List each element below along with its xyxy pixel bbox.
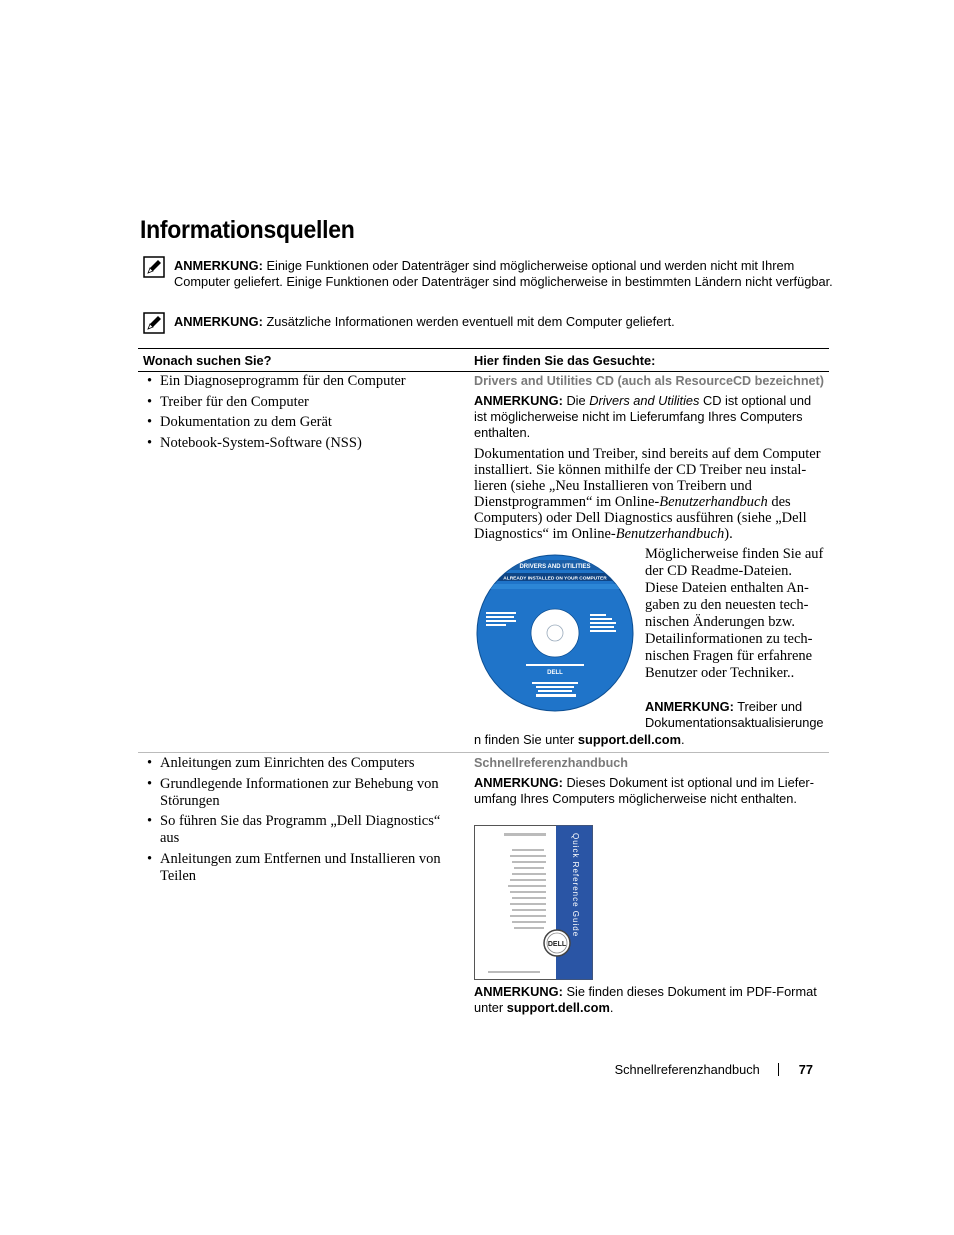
cd-image bbox=[476, 554, 634, 712]
list-item: • Anleitungen zum Entfernen und Installieren von Teilen bbox=[145, 851, 457, 885]
list-item: • Treiber für den Computer bbox=[145, 394, 457, 411]
note-italic: Drivers and Utilities bbox=[589, 393, 700, 408]
text: Dokumentation und Treiber, sind bereits auf dem Computer installiert. Sie können mithilfe der CD Treiber neu instal-lieren (siehe „Neu Installieren von Treibern und Dienstprogrammen“ im Online- bbox=[474, 446, 821, 510]
column-header-wonach: Wonach suchen Sie? bbox=[138, 349, 467, 372]
note-text: Treiber und Dokumentationsaktualisierunge bbox=[645, 699, 824, 730]
list-item: • Dokumentation zu dem Gerät bbox=[145, 414, 457, 431]
note-text: Zusätzliche Informationen werden eventuell mit dem Computer geliefert. bbox=[266, 314, 675, 329]
note-text: Die bbox=[566, 393, 586, 408]
list-item: • Grundlegende Informationen zur Behebung von Störungen bbox=[145, 776, 457, 810]
list-item: • Anleitungen zum Einrichten des Computers bbox=[145, 755, 457, 772]
page-title: Informationsquellen bbox=[140, 216, 355, 244]
cd-description bbox=[474, 446, 825, 542]
note-text: . bbox=[609, 1000, 614, 1015]
list-item: • Ein Diagnoseprogramm für den Computer bbox=[145, 373, 457, 390]
column-header-hier: Hier finden Sie das Gesuchte: bbox=[467, 349, 829, 372]
table-header-row bbox=[138, 349, 829, 372]
note-label: ANMERKUNG: bbox=[174, 258, 263, 273]
list-item: • Notebook-System-Software (NSS) bbox=[145, 435, 457, 452]
note-text: Sie finden dieses Dokument im PDF-Format unter bbox=[474, 984, 817, 1015]
table-row bbox=[138, 372, 829, 753]
update-note-cont bbox=[474, 732, 825, 748]
readme-text: Möglicherweise finden Sie auf der CD Readme-Dateien. Diese Dateien enthalten An-gaben zu den neuesten tech-nischen Änderungen bzw. Detailinformationen zu tech-nischen Fragen für erfahrene Benutzer oder Techniker.. bbox=[645, 546, 824, 681]
cd-band-label: DRIVERS AND UTILITIES bbox=[519, 564, 591, 570]
cd-band-label: ALREADY INSTALLED ON YOUR COMPUTER bbox=[503, 576, 607, 582]
note-label: ANMERKUNG: bbox=[645, 699, 734, 714]
cd-note bbox=[474, 393, 825, 441]
table-row bbox=[138, 753, 829, 1017]
note-1 bbox=[143, 258, 833, 306]
note-label: ANMERKUNG: bbox=[474, 984, 563, 999]
section-subhead: Schnellreferenzhandbuch bbox=[474, 756, 628, 770]
page-footer bbox=[615, 1062, 813, 1077]
pdf-note bbox=[474, 984, 825, 1016]
text: des Computers) oder Dell Diagnostics ausführen (siehe „Dell Diagnostics“ im Online- bbox=[474, 494, 807, 542]
note-label: ANMERKUNG: bbox=[174, 314, 263, 329]
note-text: Einige Funktionen oder Datenträger sind möglicherweise optional und werden nicht mit Ihrem Computer geliefert. Einige Funktionen oder Datenträger sind möglicherweise in bestimmten Ländern nicht verfügbar. bbox=[174, 258, 833, 289]
support-link[interactable]: support.dell.com bbox=[577, 732, 681, 747]
pencil-note-icon bbox=[143, 256, 165, 278]
bullet-list bbox=[138, 755, 467, 885]
support-link[interactable]: support.dell.com bbox=[506, 1000, 610, 1015]
list-item: • So führen Sie das Programm „Dell Diagnostics“ aus bbox=[145, 813, 457, 847]
guide-spine-title: Quick Reference Guide bbox=[571, 833, 580, 938]
bullet-list bbox=[138, 373, 467, 452]
italic-text: Benutzerhandbuch bbox=[659, 494, 768, 510]
pencil-note-icon bbox=[143, 312, 165, 334]
section-subhead: Drivers and Utilities CD (auch als ResourceCD bezeichnet) bbox=[474, 374, 824, 388]
cd-brand-logo: DELL bbox=[547, 670, 563, 676]
update-note bbox=[645, 699, 835, 731]
guide-note bbox=[474, 775, 825, 807]
note-label: ANMERKUNG: bbox=[474, 393, 563, 408]
page-number: 77 bbox=[798, 1062, 813, 1077]
footer-label: Schnellreferenzhandbuch bbox=[614, 1062, 760, 1077]
note-text: CD ist optional und ist möglicherweise nicht im Lieferumfang Ihres Computers enthalten. bbox=[474, 393, 812, 440]
guide-cover-image bbox=[474, 825, 593, 980]
note-text: Dieses Dokument ist optional und im Liefer-umfang Ihres Computers möglicherweise nicht enthalten. bbox=[474, 775, 814, 806]
info-table bbox=[138, 348, 829, 1016]
text: ). bbox=[724, 526, 733, 542]
note-text: . bbox=[680, 732, 685, 747]
note-label: ANMERKUNG: bbox=[474, 775, 563, 790]
note-2 bbox=[143, 314, 833, 332]
note-text: n finden Sie unter bbox=[474, 732, 575, 747]
italic-text: Benutzerhandbuch bbox=[615, 526, 725, 542]
guide-brand-logo: DELL bbox=[547, 941, 567, 948]
footer-divider bbox=[778, 1063, 779, 1076]
